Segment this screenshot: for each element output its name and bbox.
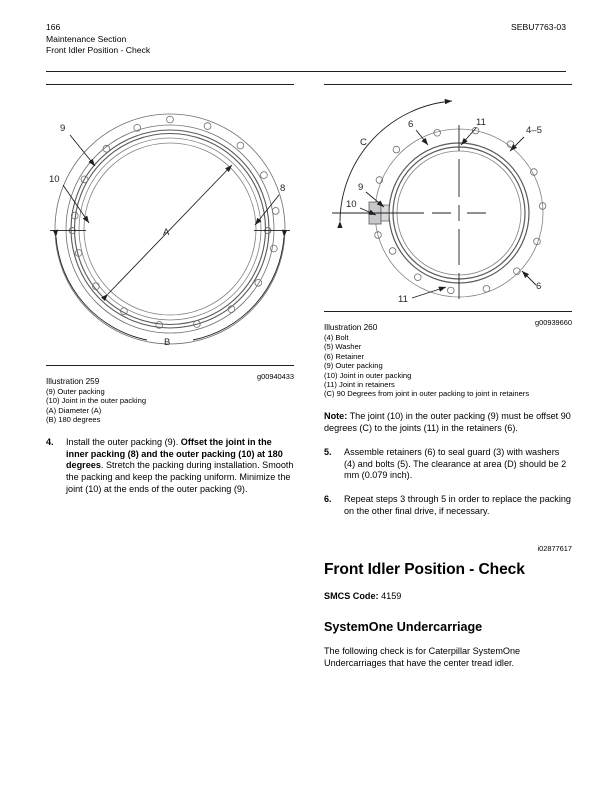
svg-text:11: 11 <box>398 294 408 305</box>
illustration-260-title: Illustration 260 <box>324 323 378 332</box>
svg-text:C: C <box>360 137 367 148</box>
section-name: Maintenance Section <box>46 33 127 44</box>
section-title: Front Idler Position - Check <box>324 561 525 579</box>
illustration-260-figure <box>324 89 572 307</box>
svg-text:11: 11 <box>476 117 486 128</box>
smcs-label: SMCS Code: <box>324 591 379 602</box>
illustration-260-caption-row <box>324 317 572 332</box>
document-number: SEBU7763-03 <box>511 22 566 32</box>
step-4-number: 4. <box>46 436 54 447</box>
svg-text:6: 6 <box>408 119 414 130</box>
step-4-text-before: Install the outer packing (9). <box>66 436 181 447</box>
legend-item: (9) Outer packing <box>324 361 383 371</box>
svg-text:9: 9 <box>60 123 66 134</box>
left-column <box>46 84 294 496</box>
step-5 <box>324 447 572 483</box>
legend-item: (10) Joint in outer packing <box>324 370 412 380</box>
legend-item: (11) Joint in retainers <box>324 380 395 390</box>
header-left-block <box>46 22 150 57</box>
step-5-number: 5. <box>324 446 332 457</box>
page-header <box>46 22 566 57</box>
illustration-260-graphic-number: g00939660 <box>535 318 572 327</box>
header-divider <box>46 71 566 72</box>
step-6-text: Repeat steps 3 through 5 in order to replace the packing on the other final drive, if necessary. <box>344 494 571 517</box>
note-block <box>324 411 572 435</box>
subsection-body-text: The following check is for Caterpillar SystemOne Undercarriages that have the center tread idler. <box>324 646 521 669</box>
step-6-number: 6. <box>324 494 332 505</box>
dim-label-a: A <box>163 227 170 238</box>
note-label: Note: <box>324 410 348 421</box>
legend-item: (4) Bolt <box>324 333 349 342</box>
smcs-value: 4159 <box>378 591 402 602</box>
svg-text:9: 9 <box>358 182 364 193</box>
svg-text:6: 6 <box>536 281 542 292</box>
right-figure-bottom-rule <box>324 311 572 312</box>
illustration-259-legend <box>46 387 294 425</box>
step-5-text: Assemble retainers (6) to seal guard (3) with washers (4) and bolts (5). The clearance at area (D) should be 2 mm (0.079 inch). <box>344 446 567 481</box>
illustration-259-graphic-number: g00940433 <box>257 372 294 381</box>
legend-item: (9) Outer packing <box>46 387 105 396</box>
legend-item: (10) Joint in the outer packing <box>46 396 147 406</box>
illustration-259-caption-row <box>46 371 294 386</box>
step-4-text-after: . Stretch the packing during installation. Smooth the packing and keep the packing uniform. Minimize the joint (10) at the ends of the outer packing (9). <box>66 460 294 495</box>
legend-item: (B) 180 degrees <box>46 415 101 425</box>
illustration-259-title: Illustration 259 <box>46 377 100 386</box>
subsection-title: SystemOne Undercarriage <box>324 620 483 635</box>
svg-text:B: B <box>164 337 171 348</box>
svg-text:4–5: 4–5 <box>526 125 542 136</box>
right-figure-top-rule <box>324 84 572 85</box>
step-6 <box>324 494 572 518</box>
svg-text:8: 8 <box>280 183 286 194</box>
step-4-emphasis: Offset the joint in the inner packing (8) and the outer packing (10) at 180 degrees <box>66 436 283 471</box>
illustration-259-figure <box>46 89 294 361</box>
svg-text:10: 10 <box>49 174 60 185</box>
right-column <box>324 84 572 670</box>
section-reference-number: i02877617 <box>537 544 572 554</box>
illustration-260-legend <box>324 333 572 399</box>
smcs-code-line <box>324 590 572 602</box>
step-4 <box>46 437 294 497</box>
legend-item: (6) Retainer <box>324 351 365 361</box>
svg-text:10: 10 <box>346 199 357 210</box>
legend-item: (C) 90 Degrees from joint in outer packing to joint in retainers <box>324 389 530 399</box>
topic-name: Front Idler Position - Check <box>46 45 151 56</box>
left-figure-bottom-rule <box>46 365 294 366</box>
note-text: The joint (10) in the outer packing (9) must be offset 90 degrees (C) to the joints (11) in the retainers (6). <box>324 410 571 433</box>
legend-item: (A) Diameter (A) <box>46 405 102 415</box>
page-number: 166 <box>46 22 61 32</box>
legend-item: (5) Washer <box>324 342 362 352</box>
left-figure-top-rule <box>46 84 294 85</box>
